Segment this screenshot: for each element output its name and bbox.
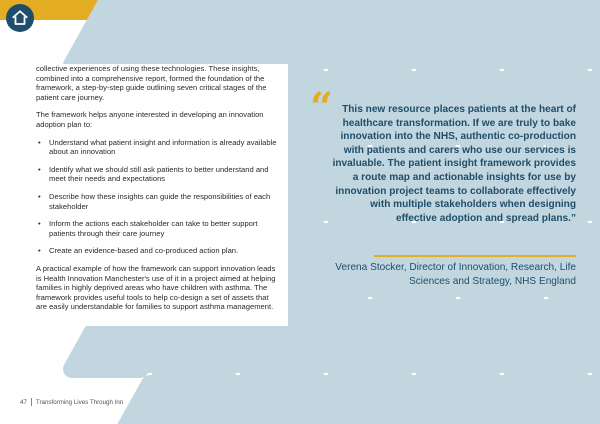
bullet-item: • Understand what patient insight and information is already available about an innovation xyxy=(36,138,280,157)
bullet-item: • Identify what we should still ask patients to better understand and meet their needs and expectations xyxy=(36,165,280,184)
bullet-item: • Describe how these insights can guide the responsibilities of each stakeholder xyxy=(36,192,280,211)
quote-attribution: Verena Stocker, Director of Innovation, Research, Life Sciences and Strategy, NHS England xyxy=(335,262,576,287)
bullet-item: • Create an evidence-based and co-produced action plan. xyxy=(36,246,280,256)
quote-mark-icon: “ xyxy=(310,84,334,131)
framework-bullet-list xyxy=(36,138,280,256)
closing-paragraph: A practical example of how the framework can support innovation leads is Health Innovation Manchester's use of it in a project aimed at helping families in highly deprived areas who have children with asthma. The framework provides useful tools to help co-design a set of assets that are easily understandable for families to support asthma management. xyxy=(36,263,276,312)
home-button[interactable] xyxy=(6,4,34,32)
page-footer xyxy=(20,398,123,406)
bullet-item: • Inform the actions each stakeholder can take to better support patients through their care journey xyxy=(36,219,280,238)
lead-paragraph: The framework helps anyone interested in developing an innovation adoption plan to: xyxy=(36,110,264,129)
footer-title: Transforming Lives Through Inn xyxy=(35,398,124,406)
page-number: 47 xyxy=(20,398,27,406)
intro-paragraph: collective experiences of using these technologies. These insights, combined into a comprehensive report, formed the foundation of the framework, a step-by-step guide outlining seven critical stages of the patient care journey. xyxy=(36,64,267,102)
house-icon xyxy=(11,9,29,27)
quote-divider xyxy=(374,255,576,257)
footer-divider xyxy=(31,398,32,406)
body-text-column xyxy=(36,64,288,326)
pull-quote: This new resource places patients at the heart of healthcare transformation. If we are truly to bake innovation into the NHS, authentic co-production with patients and carers who use our services is invaluable. The patient insight framework provides a route map and actionable insights for use by innovation project teams to collaborate effectively with multiple stakeholders when designing effective adoption and spread plans.” xyxy=(332,104,576,224)
